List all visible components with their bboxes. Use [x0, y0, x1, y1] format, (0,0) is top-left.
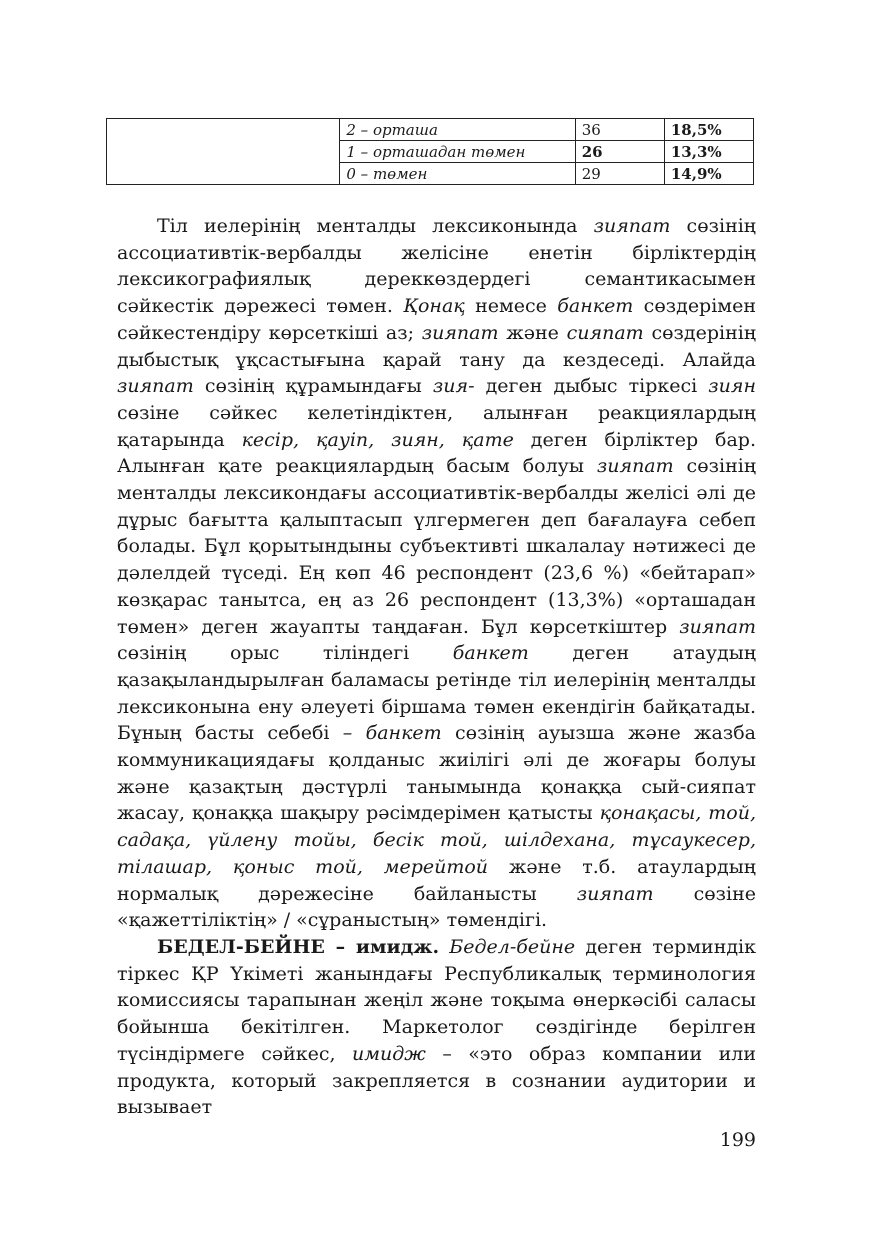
row-label: 0 – төмен [340, 163, 575, 185]
page-number: 199 [719, 1129, 756, 1151]
row-label: 2 – орташа [340, 119, 575, 141]
paragraph-bedel-beine: БЕДЕЛ-БЕЙНЕ – имидж. Бедел-бейне деген терминдік тіркес ҚР Үкіметі жанындағы Республикалық терминология комиссиясы тарапынан жеңіл және тоқыма өнеркәсібі саласы бойынша бекітілген. Маркетолог сөздігінде берілген түсіндірмеге сәйкес, имидж – «это образ компании или продукта, который закрепляется в сознании аудитории и вызывает [117, 935, 757, 1119]
body-text [117, 213, 756, 1121]
row-count: 26 [575, 141, 664, 163]
results-table [106, 118, 754, 185]
row-percent: 18,5% [664, 119, 753, 141]
row-count: 36 [575, 119, 664, 141]
paragraph-zijapat: Тіл иелерінің менталды лексиконында зияпат сөзінің ассоциативтік-вербалды желісіне енетін бірліктердің лексикографиялық дереккөздердегі семантикасымен сәйкестік дәрежесі төмен. Қонақ немесе банкет сөздерімен сәйкестендіру көрсеткіші аз; зияпат және сияпат сөздерінің дыбыстық ұқсастығына қарай тану да кездеседі. Алайда зияпат сөзінің құрамындағы зия- деген дыбыс тіркесі зиян сөзіне сәйкес келетіндіктен, алынған реакциялардың қатарында кесір, қауіп, зиян, қате деген бірліктер бар. Алынған қате реакциялардың басым болуы зияпат сөзінің менталды лексикондағы ассоциативтік-вербалды желісі әлі де дұрыс бағытта қалыптасып үлгермеген деп бағалауға себеп болады. Бұл қорытындыны субъективті шкалалау нәтижесі де дәлелдей түседі. Ең көп 46 респондент (23,6 %) «бейтарап» көзқарас танытса, ең аз 26 респондент (13,3%) «орташадан төмен» деген жауапты таңдаған. Бұл көрсеткіштер зияпат сөзінің орыс тіліндегі банкет деген атаудың қазақыландырылған баламасы ретінде тіл иелерінің менталды лексиконына ену әлеуеті біршама төмен екендігін байқатады. Бұның басты себебі – банкет сөзінің ауызша және жазба коммуникациядағы қолданыс жиілігі әлі де жоғары болуы және қазақтың дәстүрлі танымында қонаққа сый-сияпат жасау, қонаққа шақыру рәсімдерімен қатысты қонақасы, той, садақа, үйлену тойы, бесік той, шілдехана, тұсаукесер, тілашар, қоныс той, мерейтой және т.б. атаулардың нормалық дәрежесіне байланысты зияпат сөзіне «қажеттіліктің» / «сұраныстың» төмендігі. [117, 215, 757, 932]
table-empty-cell [107, 119, 340, 185]
term-heading: БЕДЕЛ-БЕЙНЕ – имидж. [157, 935, 440, 958]
table-row [107, 119, 754, 141]
row-label: 1 – орташадан төмен [340, 141, 575, 163]
row-count: 29 [575, 163, 664, 185]
row-percent: 14,9% [664, 163, 753, 185]
row-percent: 13,3% [664, 141, 753, 163]
